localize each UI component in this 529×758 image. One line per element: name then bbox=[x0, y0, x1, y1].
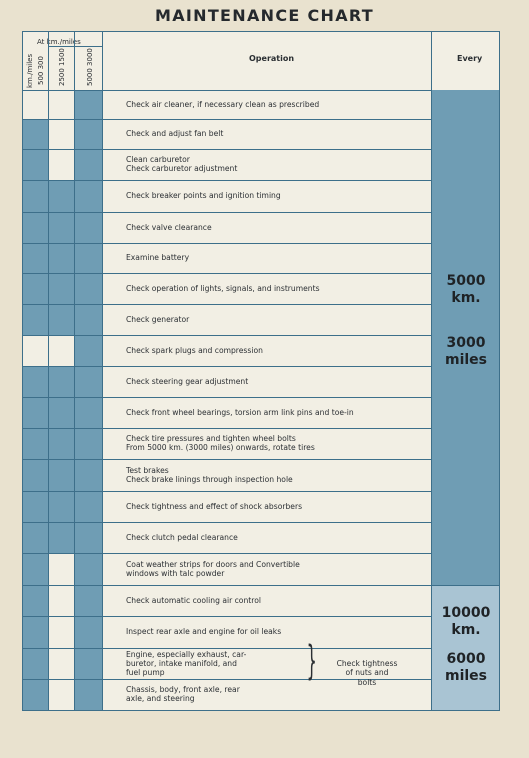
header-divider bbox=[48, 46, 102, 47]
row-divider bbox=[23, 710, 431, 711]
shaded-cell bbox=[74, 180, 102, 212]
km-miles-label: km./miles bbox=[26, 53, 34, 88]
shaded-cell bbox=[74, 304, 102, 335]
shaded-cell bbox=[74, 212, 102, 243]
shaded-cell bbox=[23, 679, 48, 710]
shaded-cell bbox=[48, 212, 74, 243]
shaded-cell bbox=[74, 119, 102, 149]
operation-row bbox=[126, 533, 238, 542]
page-title: MAINTENANCE CHART bbox=[154, 6, 375, 25]
operation-text: Check operation of lights, signals, and instruments bbox=[126, 283, 320, 293]
row-divider bbox=[23, 553, 431, 554]
operation-row bbox=[126, 253, 189, 262]
row-divider bbox=[23, 335, 431, 336]
operation-text: windows with talc powder bbox=[126, 568, 225, 578]
operation-row bbox=[126, 223, 212, 232]
operation-text: From 5000 km. (3000 miles) onwards, rotate tires bbox=[126, 443, 315, 453]
row-divider bbox=[23, 149, 431, 150]
operation-row bbox=[126, 346, 263, 355]
operation-row bbox=[126, 650, 246, 678]
shaded-cell bbox=[23, 180, 48, 212]
interval-value: 3000 bbox=[446, 335, 486, 351]
interval-unit: miles bbox=[444, 352, 487, 368]
row-divider bbox=[23, 397, 431, 398]
shaded-cell bbox=[23, 585, 48, 616]
row-divider bbox=[23, 491, 431, 492]
shaded-cell bbox=[74, 428, 102, 459]
column-divider bbox=[48, 32, 49, 710]
column-divider bbox=[74, 32, 75, 710]
row-divider bbox=[23, 180, 431, 181]
shaded-cell bbox=[23, 648, 48, 679]
col-5000-3000-label: 5000 3000 bbox=[86, 48, 94, 86]
shaded-cell bbox=[74, 459, 102, 491]
shaded-cell bbox=[23, 553, 48, 585]
interval-value: 6000 bbox=[446, 651, 486, 667]
shaded-cell bbox=[48, 397, 74, 428]
operation-text: Check brake linings through inspection hole bbox=[126, 474, 293, 484]
shaded-cell bbox=[23, 273, 48, 304]
tightness-line: of nuts and bbox=[345, 668, 389, 678]
shaded-cell bbox=[23, 243, 48, 273]
shaded-cell bbox=[74, 90, 102, 119]
shaded-cell bbox=[23, 397, 48, 428]
shaded-cell bbox=[74, 616, 102, 648]
operation-row bbox=[126, 502, 302, 511]
shaded-cell bbox=[48, 180, 74, 212]
shaded-cell bbox=[48, 243, 74, 273]
operation-text: Chassis, body, front axle, rear bbox=[126, 685, 240, 695]
operation-text: Check and adjust fan belt bbox=[126, 129, 224, 139]
shaded-cell bbox=[74, 679, 102, 710]
shaded-cell bbox=[74, 491, 102, 522]
operation-text: Test brakes bbox=[126, 465, 169, 475]
operation-row bbox=[126, 627, 281, 636]
interval-10000-km bbox=[433, 605, 499, 639]
operation-text: fuel pump bbox=[126, 668, 165, 678]
shaded-cell bbox=[74, 522, 102, 553]
shaded-cell bbox=[23, 119, 48, 149]
shaded-cell bbox=[48, 304, 74, 335]
shaded-cell bbox=[48, 522, 74, 553]
operation-row bbox=[126, 100, 319, 109]
shaded-cell bbox=[23, 522, 48, 553]
shaded-cell bbox=[74, 273, 102, 304]
operation-row bbox=[126, 191, 281, 200]
shaded-cell bbox=[23, 459, 48, 491]
shaded-cell bbox=[48, 491, 74, 522]
operation-text: buretor, intake manifold, and bbox=[126, 658, 237, 668]
tightness-line: Check tightness bbox=[336, 659, 398, 668]
row-divider bbox=[23, 212, 431, 213]
shaded-cell bbox=[23, 428, 48, 459]
operation-text: Check valve clearance bbox=[126, 222, 212, 232]
operation-text: Check front wheel bearings, torsion arm link pins and toe-in bbox=[126, 407, 354, 417]
interval-5000-km bbox=[433, 273, 499, 307]
row-divider bbox=[23, 522, 431, 523]
interval-value: 5000 bbox=[446, 273, 486, 289]
column-divider bbox=[431, 32, 432, 710]
operation-text: Inspect rear axle and engine for oil leaks bbox=[126, 627, 282, 637]
shaded-cell bbox=[74, 397, 102, 428]
shaded-cell bbox=[23, 304, 48, 335]
operation-text: Check steering gear adjustment bbox=[126, 376, 249, 386]
shaded-cell bbox=[74, 366, 102, 397]
shaded-cell bbox=[74, 243, 102, 273]
operation-text: axle, and steering bbox=[126, 694, 195, 704]
shaded-cell bbox=[23, 491, 48, 522]
row-divider bbox=[23, 585, 431, 586]
tightness-note bbox=[322, 659, 412, 687]
row-divider bbox=[23, 243, 431, 244]
row-divider bbox=[23, 304, 431, 305]
operation-text: Check breaker points and ignition timing bbox=[126, 191, 281, 201]
brace-symbol: } bbox=[306, 638, 317, 684]
operation-header: Operation bbox=[249, 54, 295, 63]
operation-text: Check tire pressures and tighten wheel bolts bbox=[126, 434, 296, 444]
every-header: Every bbox=[457, 54, 483, 63]
maintenance-table bbox=[22, 31, 500, 711]
operation-row bbox=[126, 685, 240, 704]
operation-row bbox=[126, 129, 223, 138]
shaded-cell bbox=[74, 585, 102, 616]
operation-text: Coat weather strips for doors and Convertible bbox=[126, 559, 300, 569]
operation-row bbox=[126, 377, 248, 386]
tightness-line: bolts bbox=[357, 677, 377, 687]
operation-row bbox=[126, 408, 354, 417]
operation-text: Clean carburetor bbox=[126, 155, 190, 165]
row-divider bbox=[23, 119, 431, 120]
row-divider bbox=[23, 459, 431, 460]
shaded-cell bbox=[23, 212, 48, 243]
shaded-cell bbox=[74, 648, 102, 679]
operation-text: Check tightness and effect of shock absorbers bbox=[126, 501, 303, 511]
interval-unit: km. bbox=[451, 622, 481, 638]
col-2500-1500-label: 2500 1500 bbox=[58, 48, 66, 86]
at-km-miles-label: At km./miles bbox=[37, 38, 81, 46]
interval-unit: km. bbox=[451, 290, 481, 306]
operation-text: Check spark plugs and compression bbox=[126, 345, 263, 355]
operation-text: Examine battery bbox=[126, 253, 190, 263]
shaded-cell bbox=[23, 616, 48, 648]
row-divider bbox=[23, 366, 431, 367]
operation-row bbox=[126, 284, 320, 293]
interval-value: 10000 bbox=[441, 605, 491, 621]
operation-text: Check clutch pedal clearance bbox=[126, 532, 238, 542]
shaded-cell bbox=[74, 553, 102, 585]
shaded-cell bbox=[74, 335, 102, 366]
operation-row bbox=[126, 560, 300, 579]
operation-row bbox=[126, 466, 293, 485]
row-divider bbox=[23, 273, 431, 274]
row-divider bbox=[23, 428, 431, 429]
operation-row bbox=[126, 434, 315, 453]
interval-3000-miles bbox=[433, 335, 499, 369]
every-column-10000 bbox=[431, 585, 499, 710]
row-divider bbox=[23, 90, 431, 91]
operation-text: Check generator bbox=[126, 314, 190, 324]
operation-row bbox=[126, 596, 261, 605]
row-divider bbox=[431, 585, 499, 586]
shaded-cell bbox=[48, 273, 74, 304]
shaded-cell bbox=[74, 149, 102, 180]
operation-text: Check air cleaner, if necessary clean as prescribed bbox=[126, 99, 320, 109]
column-divider bbox=[102, 32, 103, 710]
operation-text: Check automatic cooling air control bbox=[126, 595, 261, 605]
shaded-cell bbox=[48, 459, 74, 491]
operation-text: Check carburetor adjustment bbox=[126, 164, 238, 174]
shaded-cell bbox=[23, 149, 48, 180]
interval-6000-miles bbox=[433, 651, 499, 685]
shaded-cell bbox=[48, 428, 74, 459]
shaded-cell bbox=[48, 366, 74, 397]
interval-unit: miles bbox=[444, 668, 487, 684]
col-500-300-label: 500 300 bbox=[37, 56, 45, 85]
operation-text: Engine, especially exhaust, car- bbox=[126, 649, 247, 659]
shaded-cell bbox=[23, 366, 48, 397]
operation-row bbox=[126, 315, 189, 324]
operation-row bbox=[126, 155, 237, 174]
row-divider bbox=[23, 616, 431, 617]
